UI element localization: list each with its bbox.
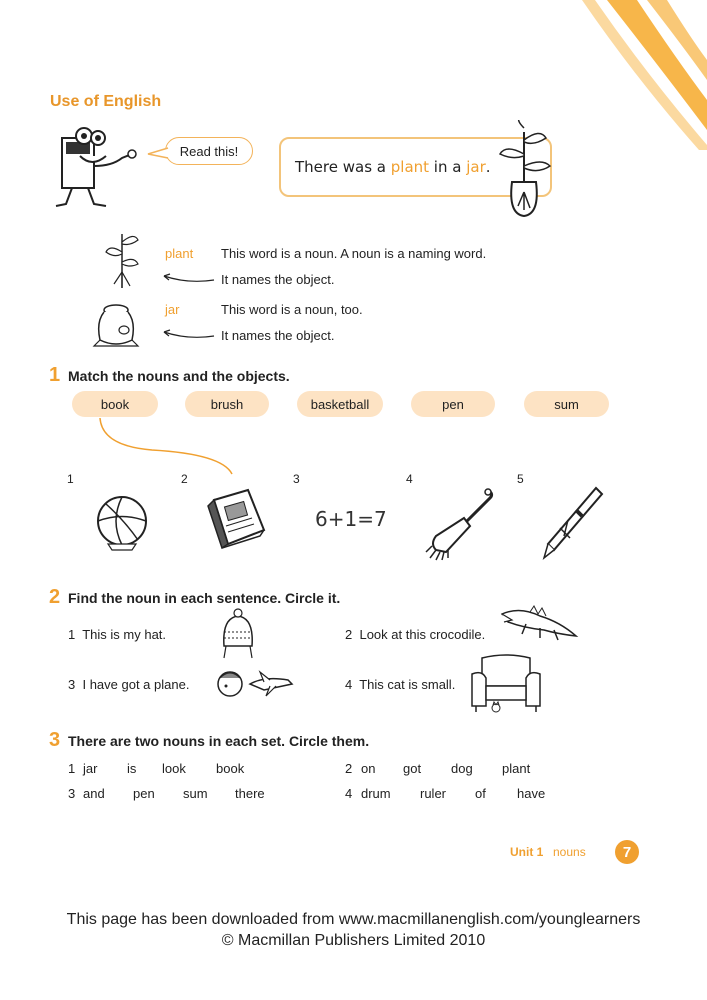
armchair-with-cat-icon [468,652,544,718]
match-line [92,416,242,476]
noun-pill-label: pen [442,396,464,412]
crocodile-icon [500,600,580,650]
plant-icon [104,228,140,290]
exercise-3-set-2 [345,761,531,776]
read-this-bubble [165,137,253,165]
item-number: 2 [345,627,353,642]
set-word[interactable]: have [517,786,546,801]
sentence-noun-plant: plant [390,158,430,176]
hat-icon [218,608,258,662]
set-number: 1 [68,761,76,776]
item-sentence[interactable]: I have got a plane. [82,677,190,692]
sentence-part3: . [485,158,491,176]
item-number: 1 [68,627,76,642]
picture-number-5: 5 [517,472,524,486]
noun-pill-sum[interactable] [524,391,609,417]
noun-pill-label: brush [210,396,244,412]
set-number: 2 [345,761,353,776]
example-plant-line2: It names the object. [221,272,335,287]
example-word-jar: jar [165,302,180,317]
sentence-part2: in a [429,158,467,176]
jar-icon [92,300,142,350]
set-number: 3 [68,786,76,801]
unit-label: Unit 1 [510,845,544,859]
set-word[interactable]: look [162,761,186,776]
example-plant-line1: This word is a noun. A noun is a naming word. [221,246,487,261]
exercise-3-set-3 [68,786,265,801]
noun-pill-basketball[interactable] [297,391,383,417]
exercise-2-item-2 [345,627,485,642]
set-word[interactable]: sum [183,786,208,801]
set-word[interactable]: of [475,786,486,801]
exercise-1-number: 1 [49,364,61,386]
example-jar-line2: It names the object. [221,328,335,343]
set-word[interactable]: book [216,761,245,776]
read-this-text: Read this! [179,143,239,159]
exercise-3-heading: There are two nouns in each set. Circle them. [68,733,370,749]
exercise-2-heading: Find the noun in each sentence. Circle it. [68,590,341,606]
exercise-2-item-4 [345,677,455,692]
set-word[interactable]: there [235,786,265,801]
noun-pill-pen[interactable] [411,391,495,417]
page-title: Use of English [50,93,162,110]
set-number: 4 [345,786,353,801]
exercise-3-number: 3 [49,729,61,751]
set-word[interactable]: got [403,761,422,776]
item-sentence[interactable]: This cat is small. [359,677,456,692]
page-number: 7 [622,843,632,861]
set-word[interactable]: pen [133,786,155,801]
brush-icon [424,486,496,562]
copyright-notice: © Macmillan Publishers Limited 2010 [221,932,486,949]
boy-with-plane-icon [214,666,294,700]
mascot-illustration [52,126,140,210]
set-word[interactable]: ruler [420,786,447,801]
example-word-plant: plant [165,246,194,261]
set-word[interactable]: jar [83,761,98,776]
noun-pill-label: book [100,396,130,412]
sentence-noun-jar: jar [466,158,486,176]
picture-number-3: 3 [293,472,300,486]
item-number: 3 [68,677,76,692]
sentence-part1: There was a [295,158,391,176]
noun-pill-brush[interactable] [185,391,269,417]
picture-number-1: 1 [67,472,74,486]
item-number: 4 [345,677,353,692]
corner-stripes-decoration [567,0,707,150]
exercise-2-item-3 [68,677,189,692]
arrow-icon [160,270,216,286]
picture-number-2: 2 [181,472,188,486]
set-word[interactable]: is [127,761,137,776]
exercise-3-set-4 [345,786,546,801]
example-jar-line1: This word is a noun, too. [221,302,363,317]
item-sentence[interactable]: Look at this crocodile. [359,627,486,642]
set-word[interactable]: plant [502,761,531,776]
basketball-icon [94,494,150,552]
sum-illustration: 6+1=7 [315,507,387,531]
pen-icon [540,484,604,562]
exercise-3-set-1 [68,761,245,776]
noun-pill-label: basketball [310,396,370,412]
set-word[interactable]: on [361,761,376,776]
set-word[interactable]: and [83,786,105,801]
plant-in-jar-illustration [494,120,554,220]
noun-pill-label: sum [554,396,579,412]
set-word[interactable]: drum [361,786,391,801]
picture-number-4: 4 [406,472,413,486]
bubble-tail [146,146,170,160]
noun-pill-book[interactable] [72,391,158,417]
set-word[interactable]: dog [451,761,473,776]
arrow-icon [160,326,216,342]
item-sentence[interactable]: This is my hat. [82,627,167,642]
unit-topic: nouns [553,845,586,859]
book-icon [204,486,268,552]
exercise-2-number: 2 [49,586,61,608]
page-number-badge [615,840,639,864]
exercise-1-heading: Match the nouns and the objects. [68,368,290,384]
download-notice-line1: This page has been downloaded from www.macmillanenglish.com/younglearners [66,911,641,928]
exercise-2-item-1 [68,627,166,642]
